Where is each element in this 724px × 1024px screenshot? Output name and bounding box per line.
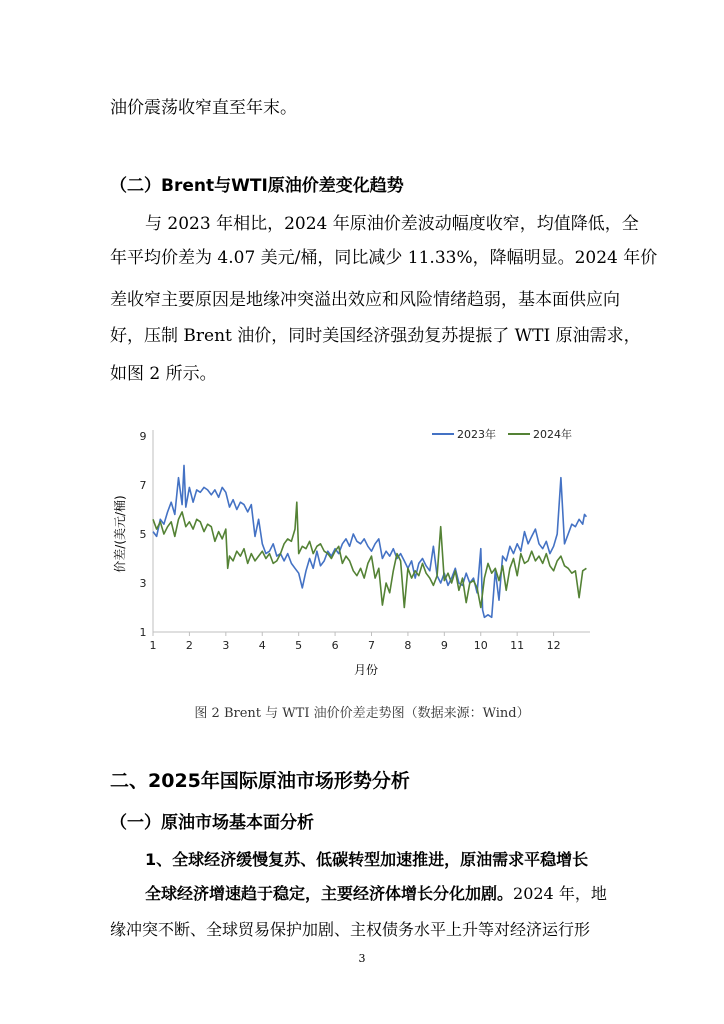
paragraph-line: 好，压制 Brent 油价，同时美国经济强劲复苏提振了 WTI 原油需求， bbox=[110, 326, 641, 346]
heading-sub: （一）原油市场基本面分析 bbox=[110, 813, 314, 833]
paragraph-line: 缘冲突不断、全球贸易保护加剧、主权债务水平上升等对经济运行形 bbox=[110, 920, 591, 939]
figure-caption: 图 2 Brent 与 WTI 油价价差走势图（数据来源：Wind） bbox=[194, 706, 530, 721]
point-line bbox=[145, 884, 620, 904]
paragraph-line: 差收窄主要原因是地缘冲突溢出效应和风险情绪趋弱，基本面供应向 bbox=[110, 290, 620, 310]
series-line-2024 bbox=[153, 502, 586, 607]
paragraph-line: 与 2023 年相比，2024 年原油价差波动幅度收窄，均值降低，全 bbox=[145, 214, 639, 234]
point-rest: 2024 年，地 bbox=[513, 884, 607, 903]
x-tick-label: 6 bbox=[331, 639, 339, 652]
legend-label: 2024年 bbox=[533, 428, 572, 441]
y-tick-label: 1 bbox=[139, 626, 147, 639]
paragraph-line: 油价震荡收窄直至年末。 bbox=[110, 98, 297, 118]
series-line-2023 bbox=[153, 465, 586, 617]
heading-main: 二、2025年国际原油市场形势分析 bbox=[110, 770, 410, 792]
y-axis-label: 价差/(美元/桶) bbox=[113, 495, 127, 573]
x-tick-label: 3 bbox=[222, 639, 230, 652]
x-tick-label: 1 bbox=[149, 639, 157, 652]
y-tick-label: 7 bbox=[139, 479, 147, 492]
page-number: 3 bbox=[358, 952, 366, 965]
price-spread-chart bbox=[0, 412, 724, 702]
y-tick-label: 9 bbox=[139, 430, 147, 443]
paragraph-line: 年平均价差为 4.07 美元/桶，同比减少 11.33%，降幅明显。2024 年价 bbox=[110, 248, 658, 268]
x-tick-label: 12 bbox=[546, 639, 561, 652]
y-tick-label: 5 bbox=[139, 528, 147, 541]
y-tick-label: 3 bbox=[139, 577, 147, 590]
x-axis-label: 月份 bbox=[353, 663, 379, 677]
section-title: （二）Brent与WTI原油价差变化趋势 bbox=[110, 176, 404, 196]
x-tick-label: 9 bbox=[440, 639, 448, 652]
x-tick-label: 7 bbox=[368, 639, 375, 652]
legend-label: 2023年 bbox=[457, 428, 496, 441]
x-tick-label: 8 bbox=[404, 639, 412, 652]
x-tick-label: 5 bbox=[295, 639, 303, 652]
point-title: 1、全球经济缓慢复苏、低碳转型加速推进，原油需求平稳增长 bbox=[145, 850, 589, 869]
x-tick-label: 10 bbox=[473, 639, 488, 652]
paragraph-line: 如图 2 所示。 bbox=[110, 364, 217, 384]
x-tick-label: 11 bbox=[510, 639, 525, 652]
x-tick-label: 4 bbox=[258, 639, 266, 652]
x-tick-label: 2 bbox=[185, 639, 193, 652]
point-bold-lead: 全球经济增速趋于稳定，主要经济体增长分化加剧。 bbox=[145, 884, 514, 903]
